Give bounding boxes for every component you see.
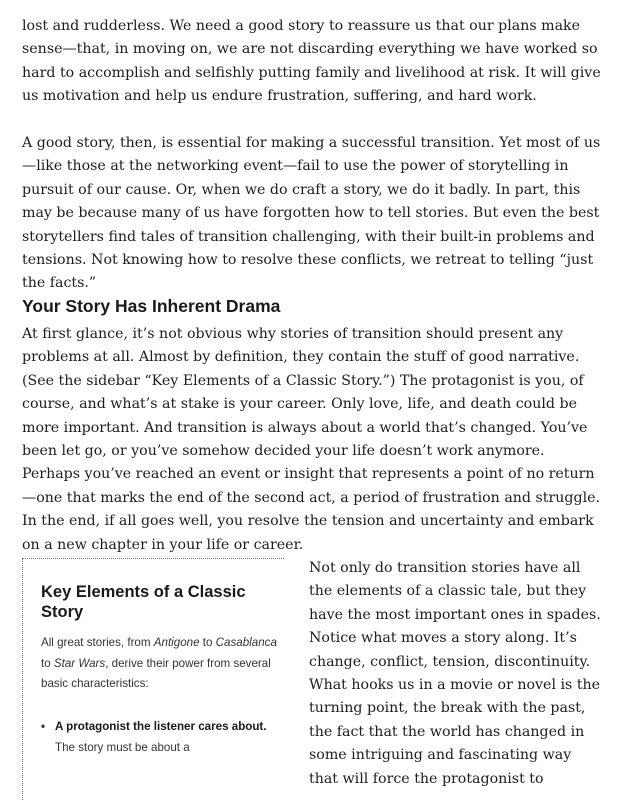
- sidebar-intro-text: All great stories, from: [41, 636, 154, 649]
- list-item-text: The story must be about a: [55, 740, 190, 754]
- section-heading: Your Story Has Inherent Drama: [22, 296, 281, 316]
- sidebar-work-title: Casablanca: [215, 636, 277, 649]
- sidebar-intro-text: to: [199, 636, 216, 649]
- list-item: [41, 717, 277, 758]
- sidebar-intro: [41, 633, 277, 695]
- body-paragraph: lost and rudderless. We need a good story to reassure us that our plans make sense—that, in moving on, we are not discarding everything we have worked so hard to accomplish and selfishly putting family and livelihood at risk. It will give us motivation and help us endure frustration, suffering, and hard work.: [22, 18, 601, 105]
- sidebar-title: Key Elements of a Classic Story: [41, 583, 246, 621]
- sidebar-list: [41, 717, 277, 758]
- body-paragraph: Not only do transition stories have all the elements of a classic tale, but they have the most important ones in spades. Notice what moves a story along. It’s change, conflict, tension, discontinuity. What hooks us in a movie or novel is the turning point, the break with the past, the fact that the world has changed in some intriguing and fascinating way that will force the protagonist to: [309, 560, 601, 787]
- body-paragraph: A good story, then, is essential for making a successful transition. Yet most of us—like those at the networking event—fail to use the power of storytelling in pursuit of our cause. Or, when we do craft a story, we do it badly. In part, this may be because many of us have forgotten how to tell stories. But even the best storytellers find tales of transition challenging, with their built-in problems and tensions. Not knowing how to resolve these conflicts, we retreat to telling “just the facts.”: [22, 135, 601, 292]
- sidebar-work-title: Star Wars: [53, 656, 106, 670]
- sidebar-intro-text: , derive their power from several basic characteristics:: [41, 656, 271, 690]
- body-paragraph: At first glance, it’s not obvious why stories of transition should present any problems at all. Almost by definition, they contain the stuff of good narrative. (See the sidebar “Key Elements of a Classic Story.”) The protagonist is you, of course, and what’s at stake is your career. Only love, life, and death could be more important. And transition is always about a world that’s changed. You’ve been let go, or you’ve somehow decided your life doesn’t work anymore. Perhaps you’ve reached an event or insight that represents a point of no return—one that marks the end of the second act, a period of frustration and struggle. In the end, if all goes well, you resolve the tension and uncertainty and embark on a new chapter in your life or career.: [22, 326, 601, 553]
- sidebar-intro-text: to: [41, 656, 54, 670]
- bullet-icon: •: [41, 720, 46, 733]
- sidebar-work-title: Antigone: [153, 636, 200, 649]
- list-item-lead: A protagonist the listener cares about.: [55, 720, 267, 733]
- sidebar-box: [22, 558, 284, 800]
